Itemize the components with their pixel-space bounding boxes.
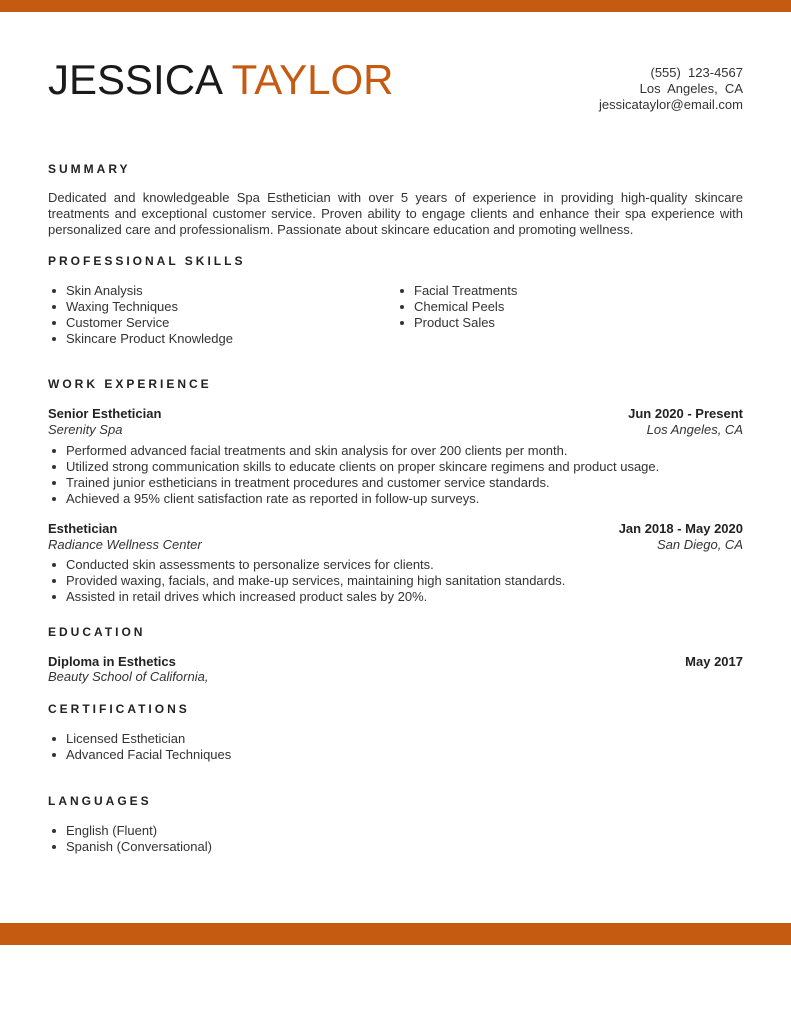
job-company: Serenity Spa (48, 422, 123, 437)
job-bullet: Assisted in retail drives which increased product sales by 20%. (48, 589, 565, 605)
education-row (48, 654, 743, 670)
last-name: TAYLOR (231, 56, 394, 103)
skill-item: Facial Treatments (396, 283, 517, 299)
job-title: Esthetician (48, 521, 118, 536)
skill-item: Waxing Techniques (48, 299, 233, 315)
job-1-company-row (48, 422, 743, 438)
job-location: Los Angeles, CA (646, 422, 743, 437)
skills-list-right (396, 283, 517, 331)
job-company: Radiance Wellness Center (48, 537, 202, 552)
job-bullet: Utilized strong communication skills to educate clients on proper skincare regimens and product usage. (48, 459, 659, 475)
languages-list (48, 823, 212, 855)
job-dates: Jun 2020 - Present (628, 406, 743, 421)
certifications-heading: CERTIFICATIONS (48, 702, 190, 716)
education-date: May 2017 (685, 654, 743, 669)
language-item: English (Fluent) (48, 823, 212, 839)
candidate-name (48, 56, 393, 104)
job-bullet: Provided waxing, facials, and make-up services, maintaining high sanitation standards. (48, 573, 565, 589)
skill-item: Chemical Peels (396, 299, 517, 315)
skills-heading: PROFESSIONAL SKILLS (48, 254, 246, 268)
experience-heading: WORK EXPERIENCE (48, 377, 212, 391)
education-degree: Diploma in Esthetics (48, 654, 176, 669)
skill-item: Skin Analysis (48, 283, 233, 299)
summary-text: Dedicated and knowledgeable Spa Esthetician with over 5 years of experience in providing high-quality skincare treatments and exceptional customer service. Proven ability to engage clients and enhance their spa experience with personalized care and professionalism. Passionate about skincare education and promoting wellness. (48, 190, 743, 237)
job-bullet: Conducted skin assessments to personalize services for clients. (48, 557, 565, 573)
job-2-company-row (48, 537, 743, 553)
summary-heading: SUMMARY (48, 162, 131, 176)
languages-heading: LANGUAGES (48, 794, 152, 808)
education-school-row (48, 669, 743, 685)
job-1-bullets (48, 443, 659, 507)
job-bullet: Trained junior estheticians in treatment procedures and customer service standards. (48, 475, 659, 491)
job-2-title-row (48, 521, 743, 537)
skills-list-left (48, 283, 233, 347)
certification-item: Licensed Esthetician (48, 731, 231, 747)
skill-item: Customer Service (48, 315, 233, 331)
bottom-accent-bar (0, 923, 791, 945)
certifications-list (48, 731, 231, 763)
job-2-bullets (48, 557, 565, 605)
education-school: Beauty School of California, (48, 669, 209, 684)
top-accent-bar (0, 0, 791, 12)
skill-item: Product Sales (396, 315, 517, 331)
job-bullet: Achieved a 95% client satisfaction rate as reported in follow-up surveys. (48, 491, 659, 507)
contact-info (599, 65, 743, 113)
contact-location: Los Angeles, CA (639, 81, 743, 96)
contact-email: jessicataylor@email.com (599, 97, 743, 112)
job-dates: Jan 2018 - May 2020 (618, 521, 743, 536)
first-name: JESSICA (48, 56, 221, 103)
job-title: Senior Esthetician (48, 406, 162, 421)
education-heading: EDUCATION (48, 625, 146, 639)
job-1-title-row (48, 406, 743, 422)
contact-phone: (555) 123-4567 (650, 65, 743, 80)
language-item: Spanish (Conversational) (48, 839, 212, 855)
skill-item: Skincare Product Knowledge (48, 331, 233, 347)
job-location: San Diego, CA (657, 537, 743, 552)
certification-item: Advanced Facial Techniques (48, 747, 231, 763)
job-bullet: Performed advanced facial treatments and skin analysis for over 200 clients per month. (48, 443, 659, 459)
resume-header (48, 56, 743, 116)
